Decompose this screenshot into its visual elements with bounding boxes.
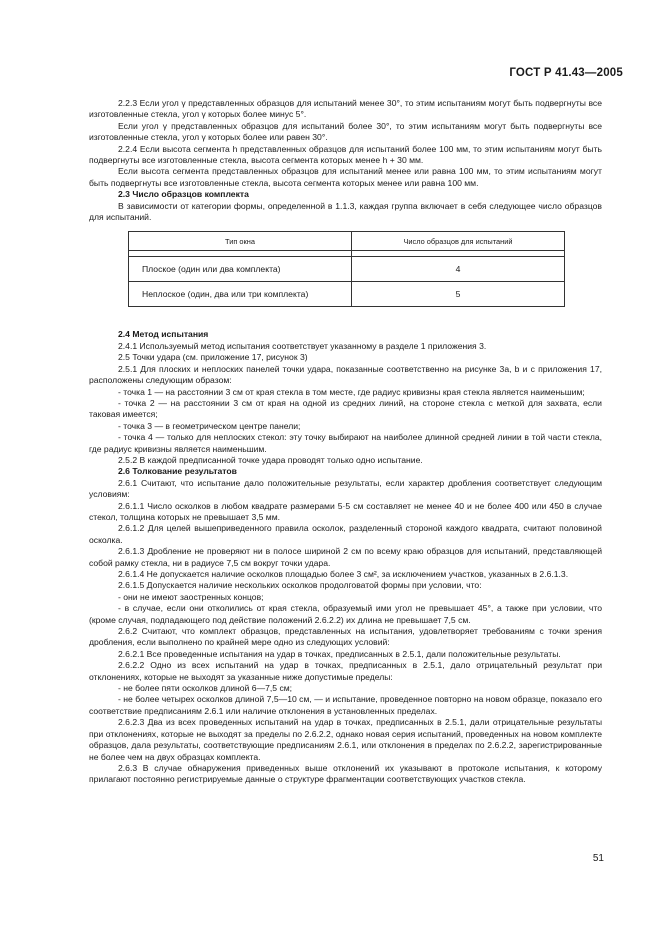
paragraph: 2.6.1.3 Дробление не проверяют ни в полосе шириной 2 см по всему краю образцов для испытаний, представляющей собой рамку стекла, ни в радиусе 7,5 см вокруг точки удара. — [89, 546, 602, 568]
paragraph: 2.2.4 Если высота сегмента h представленных образцов для испытаний более 100 мм, то этим испытаниям могут быть подвергнуты все изготовленные стекла, высота сегмента которых менее h + 30 мм. — [89, 143, 602, 166]
paragraph: - точка 2 — на расстоянии 3 см от края на одной из средних линий, на стороне стекла с меткой для захвата, если таковая имеется; — [89, 397, 602, 420]
section-after-table — [89, 329, 602, 785]
section-heading: 2.4 Метод испытания — [118, 329, 209, 340]
table-cell-window-type: Неплоское (один, два или три комплекта) — [129, 282, 352, 307]
page-number: 51 — [592, 853, 604, 864]
section-heading: 2.6 Толкование результатов — [118, 466, 237, 477]
table-cell-window-type: Плоское (один или два комплекта) — [129, 257, 352, 282]
paragraph: В зависимости от категории формы, определенной в 1.1.3, каждая группа включает в себя следующее число образцов для испытаний. — [89, 200, 602, 223]
paragraph: 2.2.3 Если угол γ представленных образцов для испытаний менее 30°, то этим испытаниям могут быть подвергнуты все изготовленные стекла, угол γ которых более минус 5°. — [89, 98, 602, 120]
table-row — [129, 257, 565, 282]
paragraph: - не более четырех осколков длиной 7,5—10 см, — и испытание, проведенное повторно на новом образце, показало его соответствие предписаниям 2.6.1 или наличие отклонения в установленных пределах. — [89, 694, 602, 716]
paragraph: - точка 3 — в геометрическом центре панели; — [118, 420, 301, 431]
standard-designation: ГОСТ Р 41.43—2005 — [509, 67, 623, 79]
table-cell-sample-count: 4 — [352, 257, 565, 282]
paragraph: 2.6.1 Считают, что испытание дало положительные результаты, если характер дробления соответствует следующим условиям: — [89, 477, 602, 500]
paragraph: - не более пяти осколков длиной 6—7,5 см; — [118, 683, 293, 694]
paragraph: 2.6.2 Считают, что комплект образцов, представленных на испытания, удовлетворяет требованиям с точки зрения дробления, если выполнено по крайней мере одно из следующих условий: — [89, 626, 602, 648]
paragraph: 2.5.2 В каждой предписанной точке удара проводят только одно испытание. — [118, 454, 423, 465]
paragraph: 2.6.2.1 Все проведенные испытания на удар в точках, предписанных в 2.5.1, дали положительные результаты. — [118, 648, 561, 659]
paragraph: 2.6.2.2 Одно из всех испытаний на удар в точках, предписанных в 2.5.1, дало отрицательный результат при отклонениях, которые не выходят за указанные ниже допустимые пределы: — [89, 660, 602, 682]
section-before-table — [89, 98, 602, 223]
table-cell-sample-count: 5 — [352, 282, 565, 307]
paragraph: 2.6.1.5 Допускается наличие нескольких осколков продолговатой формы при условии, что: — [118, 580, 482, 591]
paragraph: 2.5 Точки удара (см. приложение 17, рисунок 3) — [118, 352, 308, 363]
paragraph: 2.6.1.2 Для целей вышеприведенного правила осколок, разделенный стороной каждого квадрата, считают половиной осколка. — [89, 523, 602, 545]
paragraph: - точка 1 — на расстоянии 3 см от края стекла в том месте, где радиус кривизны края стекла является наименьшим; — [118, 386, 585, 397]
table-header-row — [129, 232, 565, 251]
paragraph: - в случае, если они отколились от края стекла, образуемый ими угол не превышает 45°, а также при условии, что (кроме случая, подпадающего под действие положений 2.6.2.2) их длина не превышает 7,5 см. — [89, 603, 602, 625]
samples-table-wrapper — [128, 231, 565, 307]
paragraph: 2.6.1.1 Число осколков в любом квадрате размерами 5·5 см составляет не менее 40 и не более 400 или 450 в случае стекол, толщина которых не превышает 3,5 мм. — [89, 500, 602, 522]
paragraph: 2.5.1 Для плоских и неплоских панелей точки удара, показанные соответственно на рисунке 3а, b и c приложения 17, расположены следующим образом: — [89, 363, 602, 386]
section-heading: 2.3 Число образцов комплекта — [118, 189, 249, 200]
table-header-cell: Тип окна — [129, 232, 352, 251]
paragraph: 2.6.1.4 Не допускается наличие осколков площадью более 3 см², за исключением участков, указанных в 2.6.1.3. — [118, 569, 569, 579]
paragraph: 2.6.3 В случае обнаружения приведенных выше отклонений их указывают в протоколе испытания, к которому прилагают постоянно регистрируемые данные о структуре фрагментации соответствующих участков стекла. — [89, 762, 602, 785]
paragraph: Если высота сегмента представленных образцов для испытаний менее или равна 100 мм, то этим испытаниям могут быть подвергнуты все изготовленные стекла, высота сегмента которых менее или равна 100 мм. — [89, 166, 602, 188]
paragraph: - они не имеют заостренных концов; — [118, 591, 264, 602]
table-row — [129, 282, 565, 307]
samples-table — [128, 231, 565, 307]
paragraph: 2.4.1 Используемый метод испытания соответствует указанному в разделе 1 приложения 3. — [118, 340, 487, 351]
document-body — [89, 98, 602, 786]
paragraph: - точка 4 — только для неплоских стекол: эту точку выбирают на наиболее длинной средней линии в той части стекла, где радиус кривизны является наименьшим. — [89, 432, 602, 454]
paragraph: Если угол γ представленных образцов для испытаний более 30°, то этим испытаниям могут быть подвергнуты все изготовленные стекла, угол γ которых более или равен 30°. — [89, 120, 602, 143]
table-header-cell: Число образцов для испытаний — [352, 232, 565, 251]
paragraph: 2.6.2.3 Два из всех проведенных испытаний на удар в точках, предписанных в 2.5.1, дали отрицательные результаты при отклонениях, которые не выходят за пределы по 2.6.2.2, однако новая серия испытаний, проведенных на новом комплекте образцов, дала результаты, соответствующие предписаниям 2.6.1, или отклонения в пределах по 2.6.2.2, зарегистрированные не более чем на двух образцах комплекта. — [89, 717, 602, 762]
